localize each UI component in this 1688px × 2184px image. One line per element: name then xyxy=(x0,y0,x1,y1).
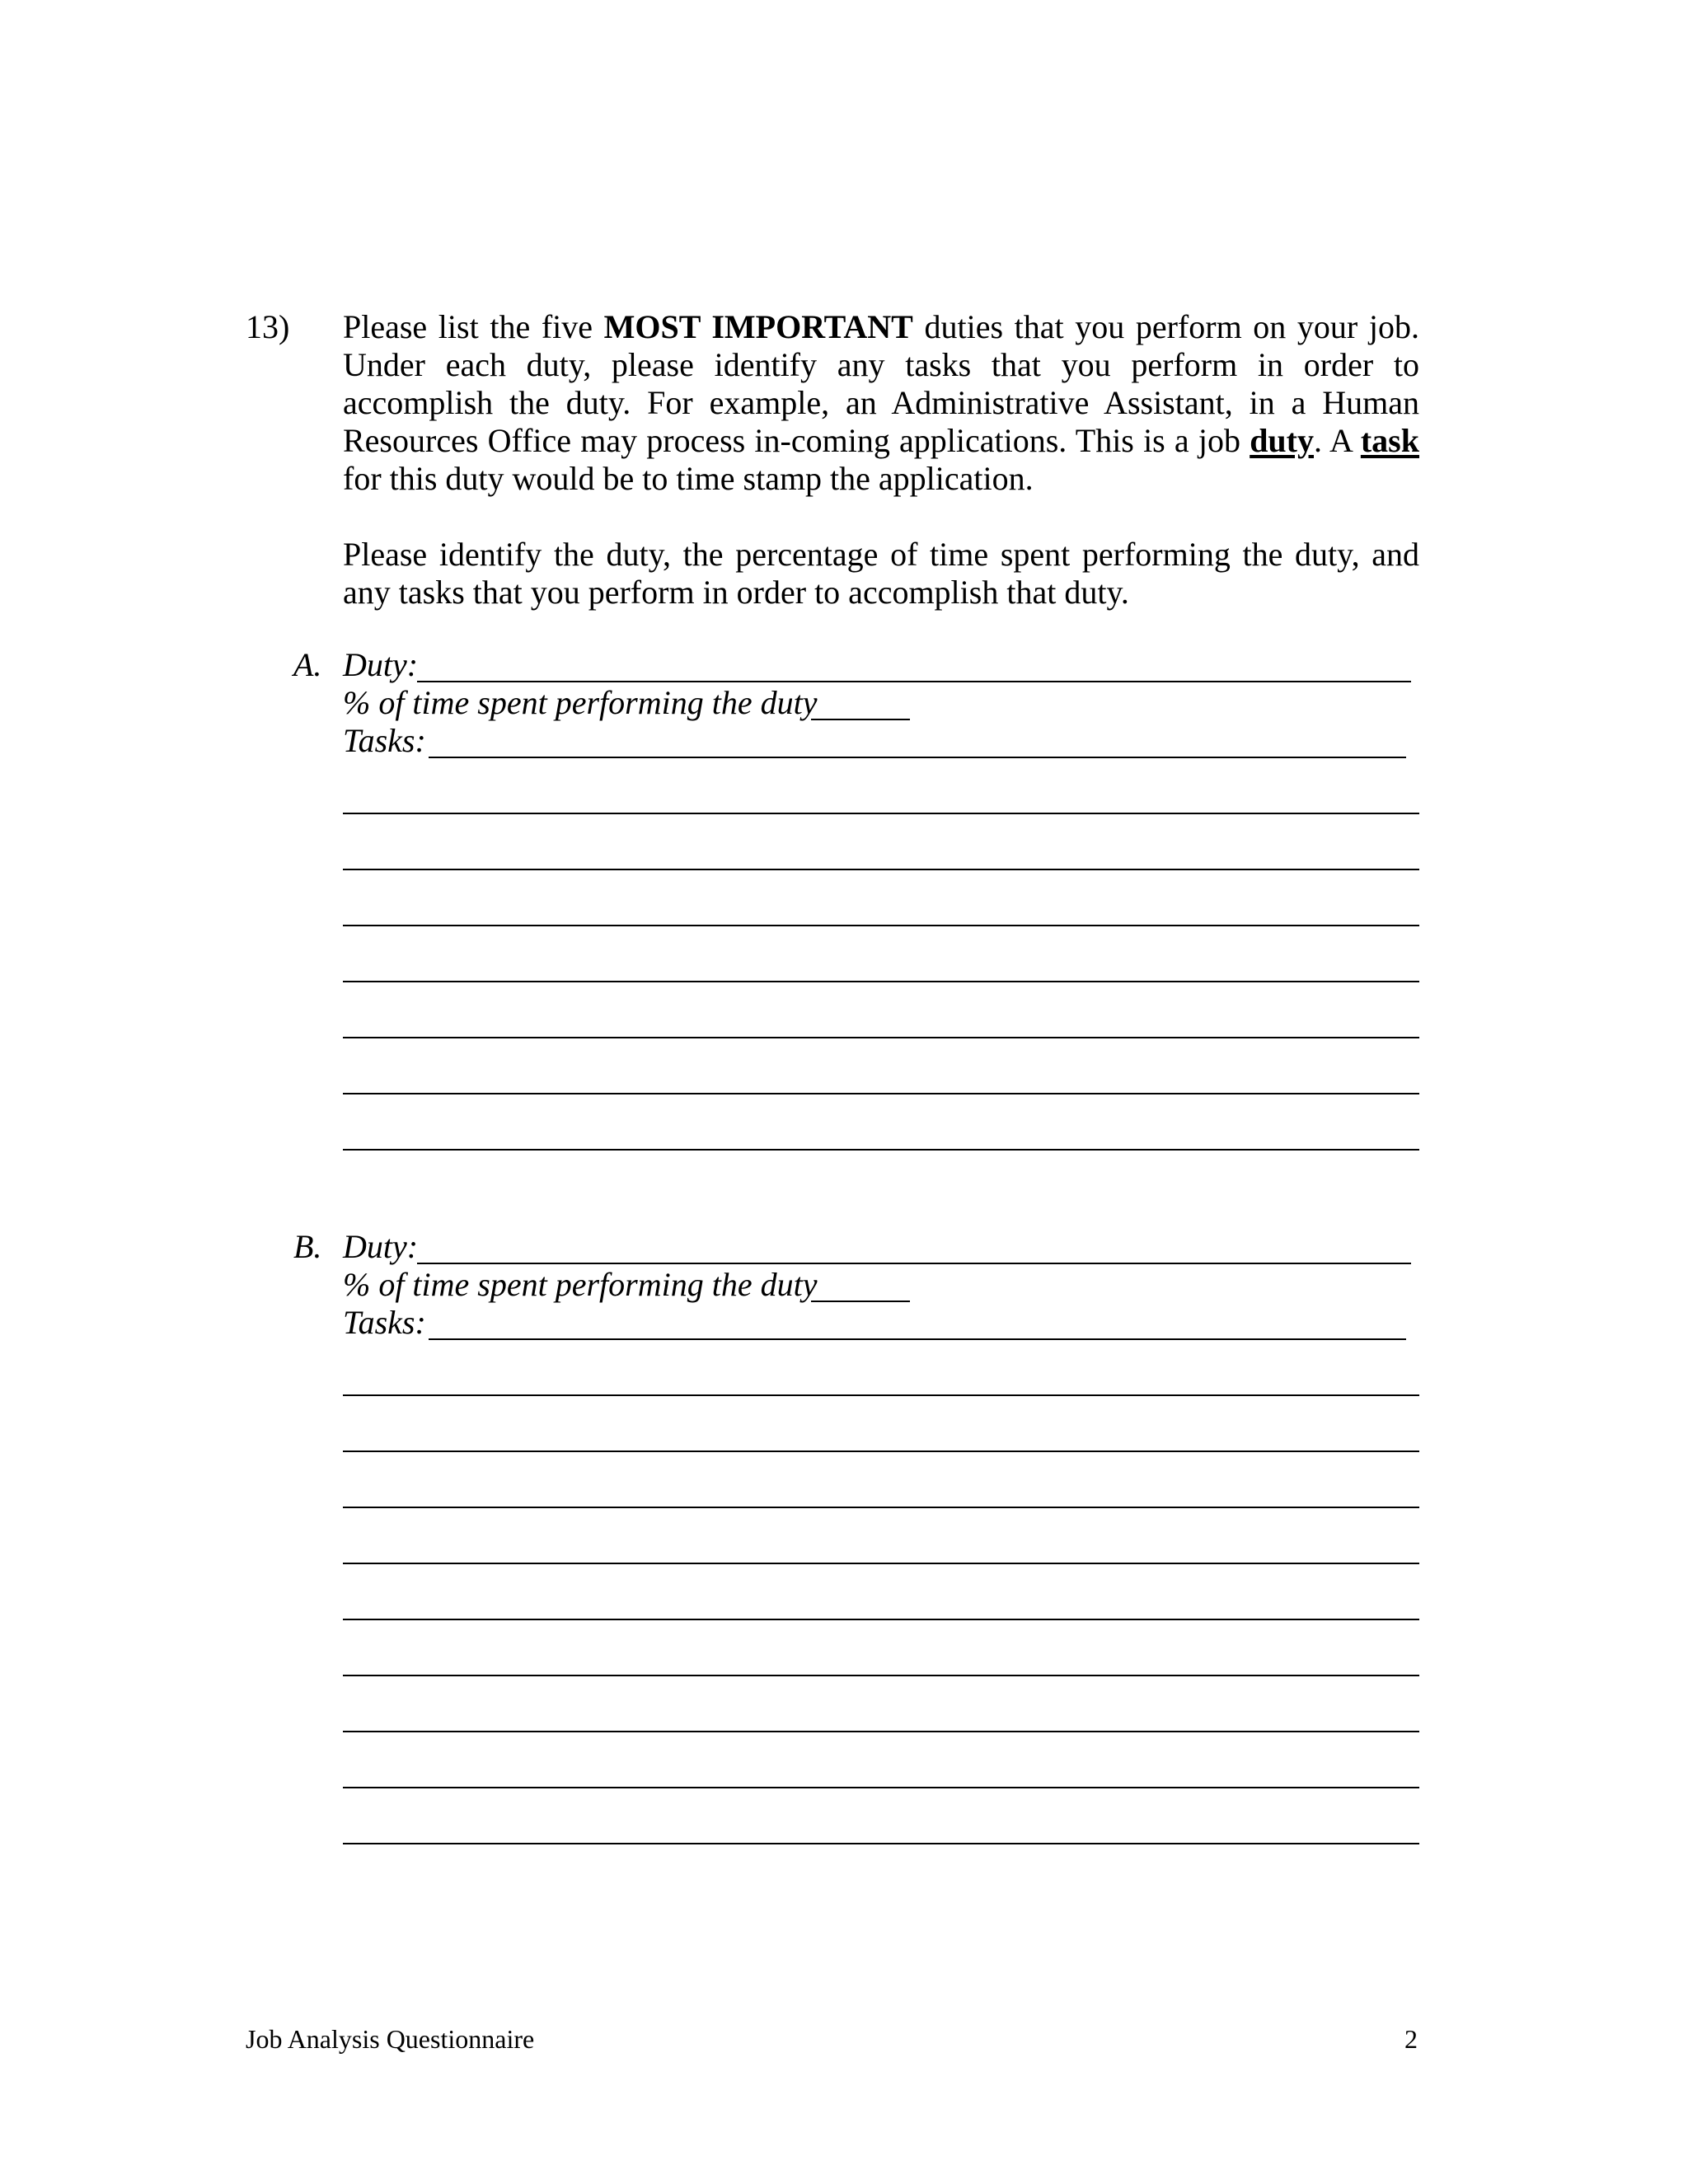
task-line[interactable] xyxy=(343,1787,1419,1788)
task-line[interactable] xyxy=(343,1843,1419,1844)
keyword-duty: duty xyxy=(1250,422,1314,459)
page-number: 2 xyxy=(1404,2024,1418,2054)
task-line[interactable] xyxy=(343,1507,1419,1508)
task-line[interactable] xyxy=(343,1563,1419,1564)
percent-input-line[interactable] xyxy=(811,719,910,720)
task-line[interactable] xyxy=(343,1619,1419,1620)
question-guidance: Please identify the duty, the percentage of time spent performing the duty, and any tasks that you perform in order to accomplish that duty. xyxy=(343,536,1419,611)
instructions-text: Please list the five xyxy=(343,308,604,345)
task-line[interactable] xyxy=(343,869,1419,870)
instructions-text: . A xyxy=(1314,422,1361,459)
task-line[interactable] xyxy=(343,1037,1419,1038)
tasks-label: Tasks: xyxy=(343,1304,426,1341)
task-line[interactable] xyxy=(343,813,1419,814)
task-line[interactable] xyxy=(343,1451,1419,1452)
percent-input-line[interactable] xyxy=(811,1301,910,1302)
tasks-input-line[interactable] xyxy=(429,757,1406,758)
task-line[interactable] xyxy=(343,925,1419,926)
emphasis-text: MOST IMPORTANT xyxy=(603,308,913,345)
tasks-label: Tasks: xyxy=(343,722,426,759)
instructions-text: for this duty would be to time stamp the application. xyxy=(343,460,1034,497)
task-line[interactable] xyxy=(343,1394,1419,1396)
task-line[interactable] xyxy=(343,1093,1419,1094)
duty-label: Duty: xyxy=(343,1228,419,1265)
keyword-task: task xyxy=(1360,422,1419,459)
section-letter: B. xyxy=(293,1228,322,1265)
task-line[interactable] xyxy=(343,981,1419,982)
question-number: 13) xyxy=(246,308,290,345)
percent-label: % of time spent performing the duty xyxy=(343,1266,818,1303)
task-line[interactable] xyxy=(343,1731,1419,1732)
tasks-input-line[interactable] xyxy=(429,1338,1406,1340)
section-letter: A. xyxy=(293,646,322,683)
task-line[interactable] xyxy=(343,1149,1419,1151)
footer-title: Job Analysis Questionnaire xyxy=(246,2024,535,2054)
duty-input-line[interactable] xyxy=(417,1263,1411,1264)
question-instructions xyxy=(343,308,1419,498)
instructions-text: duties that you perform on your job. Under each duty, please identify any tasks that you perform in order to accomplish the duty. For example, an Administrative Assistant, in a Human Resources Office may process in-coming applications. This is a job xyxy=(343,308,1419,459)
percent-label: % of time spent performing the duty xyxy=(343,684,818,721)
duty-label: Duty: xyxy=(343,646,419,683)
duty-input-line[interactable] xyxy=(417,681,1411,682)
task-line[interactable] xyxy=(343,1675,1419,1676)
